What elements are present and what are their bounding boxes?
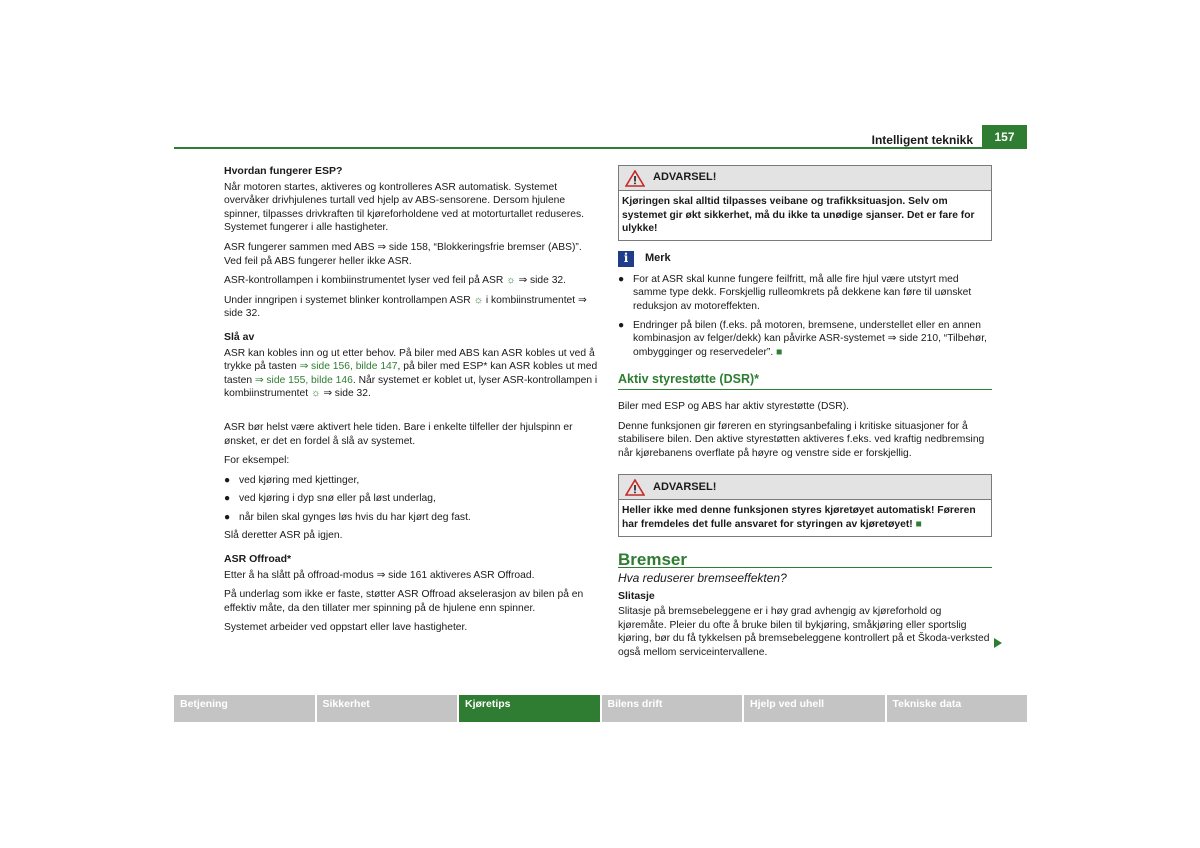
warning-title: ADVARSEL!: [653, 171, 717, 184]
chapter-nav: [174, 695, 1027, 722]
bullet-icon: ●: [618, 319, 625, 331]
ref-link-side-155[interactable]: ⇒ side 155, bilde 146: [254, 374, 353, 386]
bullet-icon: ●: [224, 511, 231, 523]
continue-arrow-icon: [994, 638, 1002, 648]
slaa-paragraph-4: Slå deretter ASR på igjen.: [224, 530, 343, 542]
bullet-icon: ●: [224, 493, 231, 505]
tab-tekniske-data[interactable]: Tekniske data: [887, 695, 1028, 722]
tab-bilens-drift[interactable]: Bilens drift: [602, 695, 743, 722]
list-item: [224, 474, 599, 488]
slaa-paragraph-1: [224, 347, 599, 401]
slaa-p1-c: . Når systemet er koblet ut, lyser ASR-kontrollampen i kombiinstrumentet: [224, 374, 598, 400]
list-item-text: ved kjøring i dyp snø eller på løst underlag,: [239, 493, 436, 505]
dsr-paragraph-1: Biler med ESP og ABS har aktiv styrestøtte (DSR).: [618, 400, 849, 412]
slaa-paragraph-3: For eksempel:: [224, 455, 290, 467]
slitasje-paragraph: Slitasje på bremsebeleggene er i høy grad avhengig av kjøreforhold og kjøremåte. Pleier du ofte å bruke bilen til bykjøring, småkjøring eller sportslig kjøring, bør du få tykkelsen på bremsebeleggene kontrollert på et Škoda-verksted også mellom serviceintervallene.: [618, 606, 990, 659]
bremser-subheading: Hva reduserer bremseeffekten?: [618, 571, 787, 586]
warning-body: Kjøringen skal alltid tilpasses veibane og trafikksituasjon. Selv om systemet gir økt sikkerhet, må du ikke ta unødige sjanser. Det er fare for ulykke!: [622, 196, 975, 235]
ref-link-side-156[interactable]: ⇒ side 156, bilde 147: [299, 361, 398, 373]
esp-heading: Hvordan fungerer ESP?: [224, 165, 343, 177]
slaa-av-heading: Slå av: [224, 330, 255, 343]
end-square-icon: ■: [915, 518, 922, 530]
note-item-text: Endringer på bilen (f.eks. på motoren, bremsene, understellet eller en annen kombinasjon av felger/dekk) kan påvirke ASR-systemet ⇒ side 210, “Tilbehør, ombygginger og reservedeler”.: [633, 319, 987, 358]
note-item-text: For at ASR skal kunne fungere feilfritt, må alle fire hjul være utstyrt med samme type dekk. Forskjellig rulleomkrets på dekkene kan føre til uønsket reduksjon av motoreffekten.: [633, 273, 972, 312]
tab-hjelp-ved-uhell[interactable]: Hjelp ved uhell: [744, 695, 885, 722]
warning-box-2: [618, 474, 992, 536]
asr-lamp-icon: ☼: [311, 388, 321, 400]
list-item-text: ved kjøring med kjettinger,: [239, 474, 360, 486]
slitasje-heading: Slitasje: [618, 589, 655, 602]
offroad-paragraph-2: På underlag som ikke er faste, støtter ASR Offroad akselerasjon av bilen på en effektiv måte, da den tillater mer spinning på de hjulene enn spinner.: [224, 589, 584, 614]
offroad-paragraph-3: Systemet arbeider ved oppstart eller lave hastigheter.: [224, 622, 468, 634]
warning-triangle-icon: [625, 170, 645, 187]
dsr-paragraph-2: Denne funksjonen gir føreren en styringsanbefaling i kritiske situasjoner for å stabilisere bilen. Den aktive styrestøtten aktiveres f.eks. ved kraftig nedbremsing når kjørebanens overflate på høyre og venstre side er forskjellig.: [618, 420, 985, 459]
right-column: [618, 165, 992, 666]
page-number: 157: [982, 125, 1027, 149]
asr-lamp-icon: ☼: [473, 294, 483, 306]
warning-triangle-icon: [625, 479, 645, 496]
slaa-p1-d: ⇒ side 32.: [323, 388, 371, 400]
warning-body: [619, 500, 991, 535]
warning-title: ADVARSEL!: [653, 480, 717, 493]
esp-paragraph-2: ASR fungerer sammen med ABS ⇒ side 158, “Blokkeringsfrie bremser (ABS)”. Ved feil på ABS fungerer heller ikke ASR.: [224, 241, 582, 267]
asr-offroad-heading: ASR Offroad*: [224, 553, 292, 566]
tab-betjening[interactable]: Betjening: [174, 695, 315, 722]
list-item: [224, 492, 599, 506]
list-item: [224, 511, 599, 525]
esp-paragraph-3: [224, 274, 599, 288]
end-square-icon: ■: [776, 346, 783, 358]
slaa-paragraph-2: ASR bør helst være aktivert hele tiden. Bare i enkelte tilfeller der hjulspinn er ønsket, er det en fordel å slå av systemet.: [224, 421, 573, 447]
slaa-p1-a: ASR kan kobles inn og ut etter behov. På biler med ABS kan ASR kobles ut ved å trykke på tasten: [224, 347, 595, 373]
note-item: [618, 319, 992, 360]
running-header-title: Intelligent teknikk: [871, 133, 973, 147]
bullet-icon: ●: [618, 273, 625, 285]
note-header: [618, 251, 992, 267]
warning-header: [619, 475, 991, 500]
tab-sikkerhet[interactable]: Sikkerhet: [317, 695, 458, 722]
esp-paragraph-1: Når motoren startes, aktiveres og kontrolleres ASR automatisk. Systemet overvåker drivhjulenes turtall ved hjelp av ABS-sensorene. Dersom hjulene spinner, tilpasses drivkraften til kjøreforholdene ved at motorturtallet reduseres. Systemet fungerer i alle hastigheter.: [224, 181, 584, 234]
bullet-icon: ●: [224, 474, 231, 486]
warning-body-text: Heller ikke med denne funksjonen styres kjøretøyet automatisk! Føreren har fremdeles det fulle ansvaret for styringen av kjøretøyet!: [622, 505, 976, 530]
info-icon: i: [618, 251, 634, 267]
bremser-heading: Bremser: [618, 553, 992, 569]
esp-p3-text: ASR-kontrollampen i kombiinstrumentet lyser ved feil på ASR: [224, 275, 504, 287]
left-column: [224, 165, 599, 641]
esp-p4-text: Under inngripen i systemet blinker kontrollampen ASR: [224, 294, 471, 306]
list-item-text: når bilen skal gynges løs hvis du har kjørt deg fast.: [239, 511, 471, 523]
tab-kjoretips[interactable]: Kjøretips: [459, 695, 600, 722]
esp-paragraph-4: [224, 294, 599, 321]
esp-p3-ref: ⇒ side 32.: [518, 275, 567, 287]
esp-p4-ref: i kombiinstrumentet ⇒ side 32.: [224, 294, 587, 320]
note-item: [618, 273, 992, 314]
warning-box-1: [618, 165, 992, 241]
warning-header: [619, 166, 991, 191]
note-title: Merk: [645, 251, 671, 264]
dsr-heading: Aktiv styrestøtte (DSR)*: [618, 373, 992, 390]
slaa-p1-b: , på biler med ESP* kan ASR kobles ut med tasten: [224, 361, 598, 386]
asr-lamp-icon: ☼: [506, 275, 516, 287]
offroad-paragraph-1: Etter å ha slått på offroad-modus ⇒ side 161 aktiveres ASR Offroad.: [224, 569, 535, 581]
header-rule: [174, 147, 982, 149]
